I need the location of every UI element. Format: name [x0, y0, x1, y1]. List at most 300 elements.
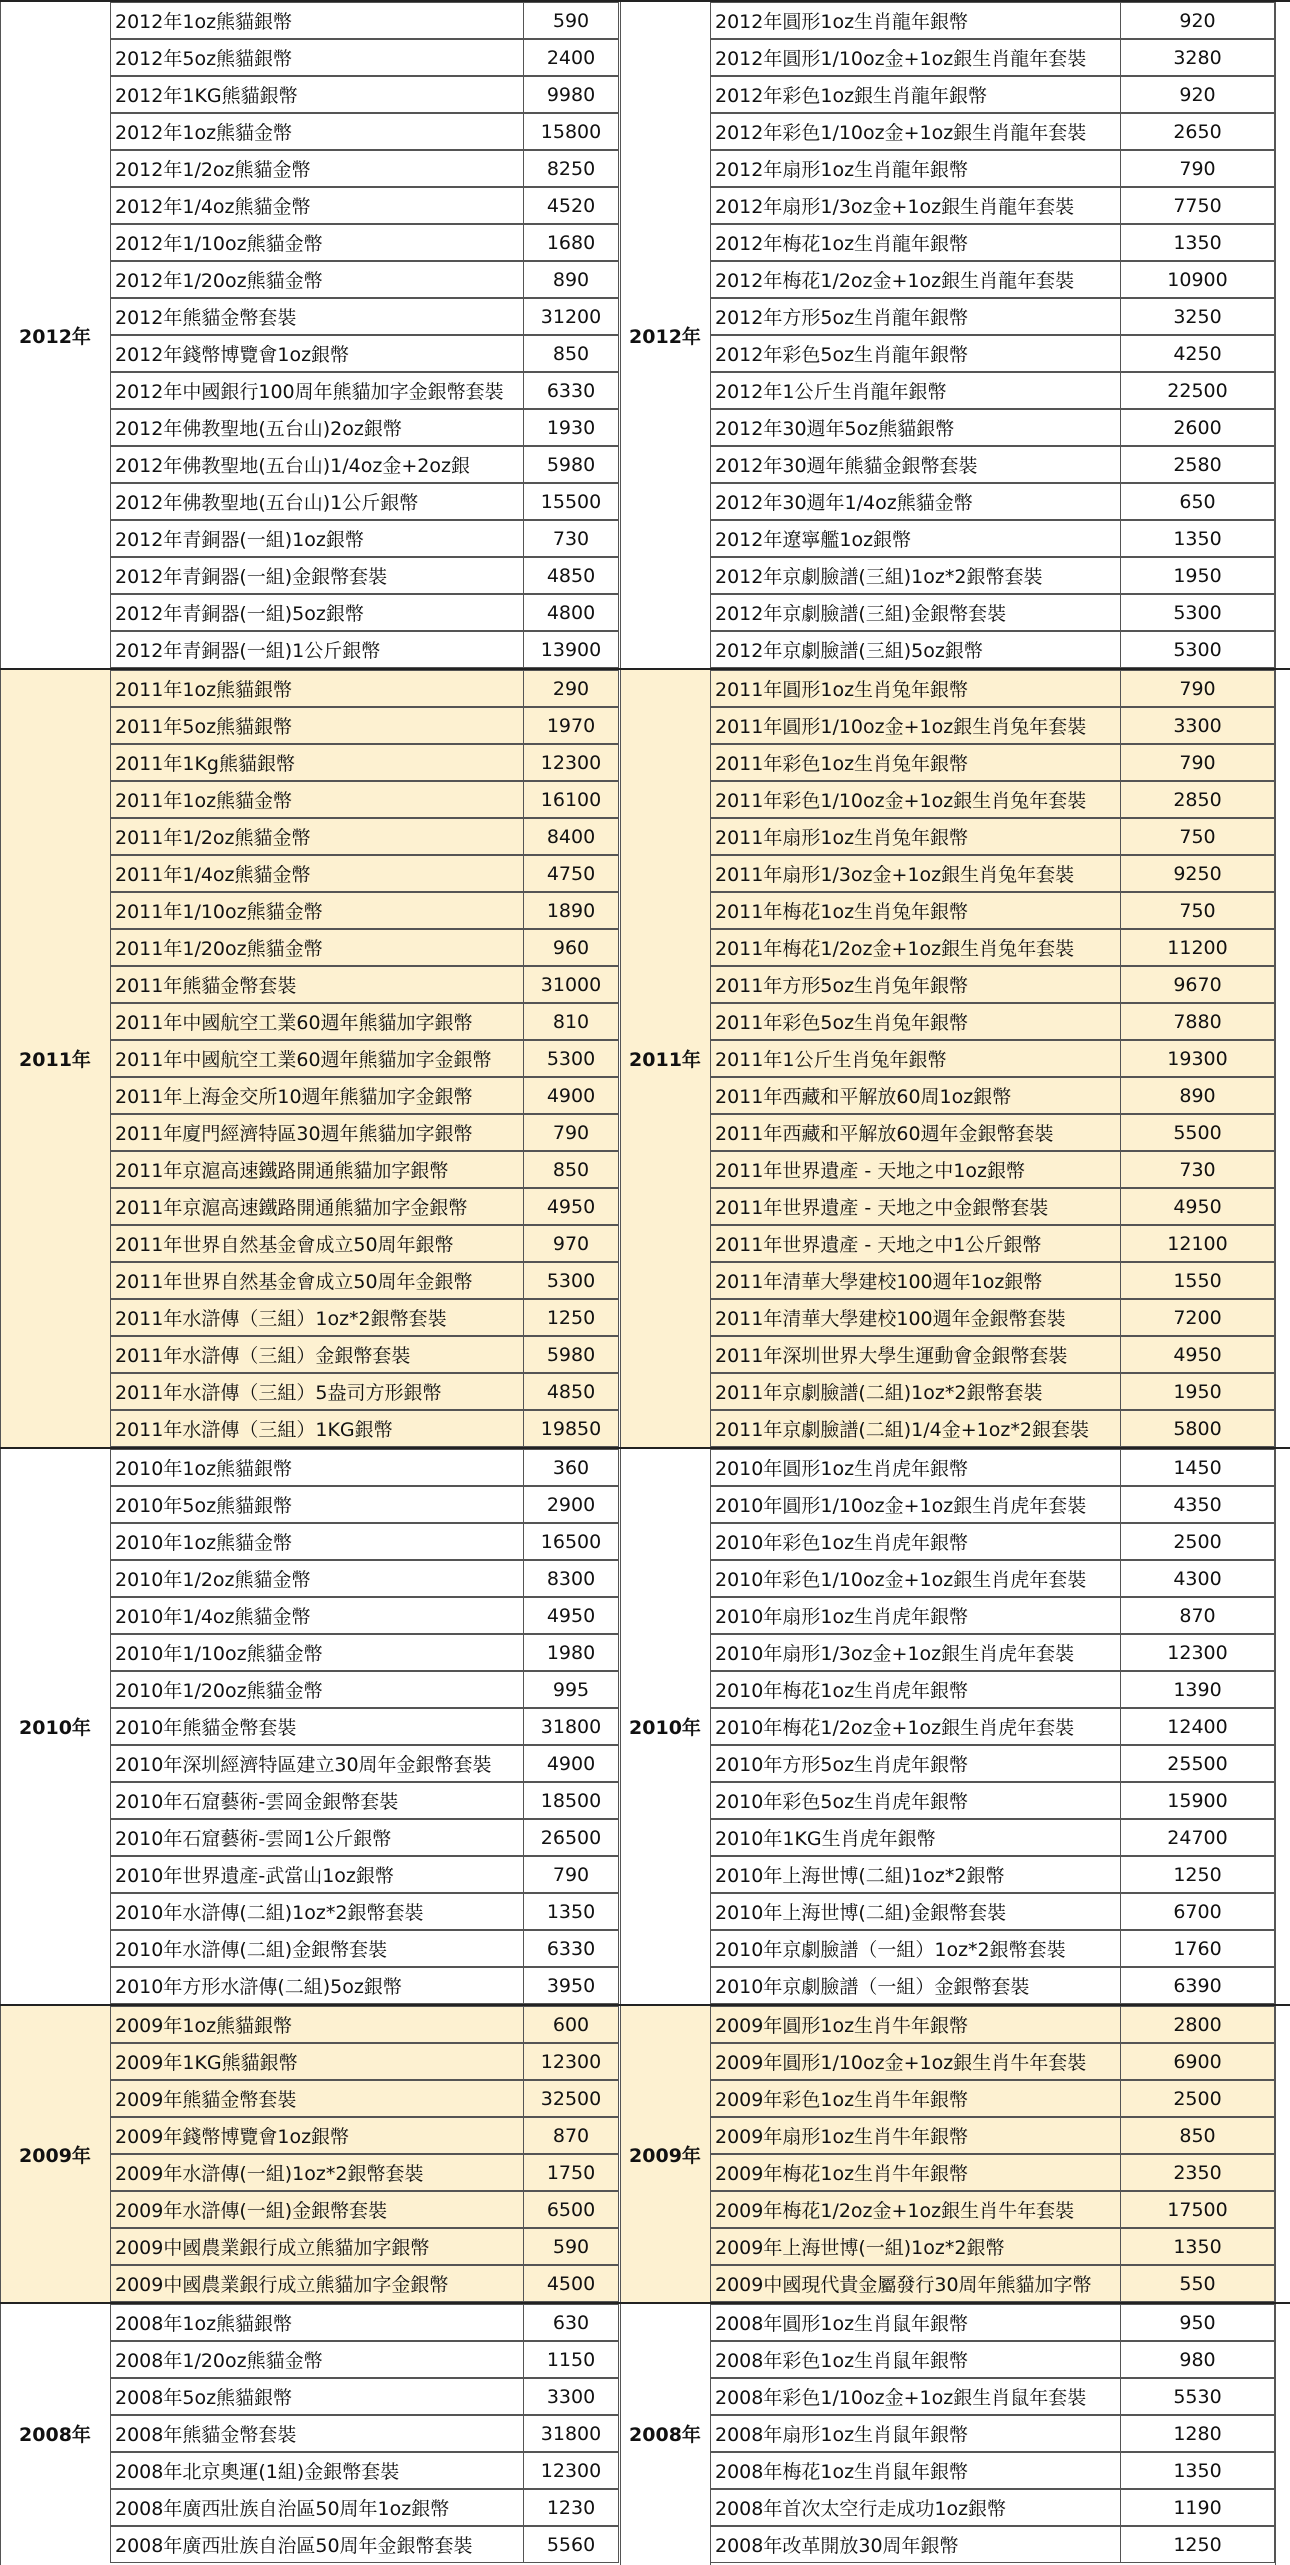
coin-price-right: 4950	[1120, 1188, 1275, 1225]
column-border	[1275, 670, 1276, 1449]
coin-price-left: 1750	[523, 2154, 619, 2191]
coin-price-right: 1190	[1120, 2489, 1275, 2526]
coin-name-right: 2012年圓形1/10oz金+1oz銀生肖龍年套裝	[710, 39, 1121, 76]
coin-price-right: 12300	[1120, 1634, 1275, 1671]
coin-price-right: 1250	[1120, 1856, 1275, 1893]
coin-name-left: 2008年熊貓金幣套裝	[110, 2415, 524, 2452]
coin-name-left: 2009中國農業銀行成立熊貓加字銀幣	[110, 2228, 524, 2265]
coin-price-right: 790	[1120, 150, 1275, 187]
coin-name-right: 2011年清華大學建校100週年1oz銀幣	[710, 1262, 1121, 1299]
coin-name-right: 2011年世界遺產 - 天地之中金銀幣套裝	[710, 1188, 1121, 1225]
coin-name-left: 2011年1oz熊貓金幣	[110, 781, 524, 818]
coin-price-left: 13900	[523, 631, 619, 668]
coin-name-right: 2012年京劇臉譜(三組)金銀幣套裝	[710, 594, 1121, 631]
coin-name-left: 2012年青銅器(一組)1公斤銀幣	[110, 631, 524, 668]
coin-price-right: 19300	[1120, 1040, 1275, 1077]
coin-price-left: 5300	[523, 1262, 619, 1299]
coin-name-left: 2012年熊貓金幣套裝	[110, 298, 524, 335]
coin-price-right: 17500	[1120, 2191, 1275, 2228]
coin-price-left: 12300	[523, 744, 619, 781]
column-border	[620, 670, 621, 1449]
coin-name-left: 2011年中國航空工業60週年熊貓加字金銀幣	[110, 1040, 524, 1077]
coin-name-left: 2011年1oz熊貓銀幣	[110, 670, 524, 707]
column-border	[1275, 1449, 1276, 2006]
coin-price-right: 4300	[1120, 1560, 1275, 1597]
coin-name-left: 2010年1/20oz熊貓金幣	[110, 1671, 524, 1708]
coin-name-left: 2010年1/4oz熊貓金幣	[110, 1597, 524, 1634]
coin-name-left: 2010年1/10oz熊貓金幣	[110, 1634, 524, 1671]
coin-name-right: 2009年圓形1/10oz金+1oz銀生肖牛年套裝	[710, 2043, 1121, 2080]
coin-price-right: 5300	[1120, 631, 1275, 668]
coin-price-right: 12100	[1120, 1225, 1275, 1262]
year-label-right: 2008年	[629, 2424, 701, 2446]
coin-price-left: 1250	[523, 1299, 619, 1336]
coin-price-left: 4900	[523, 1745, 619, 1782]
coin-price-left: 1890	[523, 892, 619, 929]
coin-price-left: 790	[523, 1114, 619, 1151]
coin-name-right: 2010年圓形1/10oz金+1oz銀生肖虎年套裝	[710, 1486, 1121, 1523]
coin-name-right: 2010年圓形1oz生肖虎年銀幣	[710, 1449, 1121, 1486]
coin-price-left: 16500	[523, 1523, 619, 1560]
coin-name-right: 2012年京劇臉譜(三組)1oz*2銀幣套裝	[710, 557, 1121, 594]
coin-name-left: 2008年1/20oz熊貓金幣	[110, 2341, 524, 2378]
coin-name-left: 2011年水滸傳（三組）1oz*2銀幣套裝	[110, 1299, 524, 1336]
coin-price-right: 890	[1120, 1077, 1275, 1114]
coin-name-left: 2011年京滬高速鐵路開通熊貓加字金銀幣	[110, 1188, 524, 1225]
coin-price-right: 24700	[1120, 1819, 1275, 1856]
coin-name-left: 2012年1/10oz熊貓金幣	[110, 224, 524, 261]
column-border	[620, 2304, 621, 2565]
coin-price-left: 1970	[523, 707, 619, 744]
coin-price-right: 15900	[1120, 1782, 1275, 1819]
coin-name-right: 2011年彩色1oz生肖兔年銀幣	[710, 744, 1121, 781]
coin-name-left: 2012年青銅器(一組)1oz銀幣	[110, 520, 524, 557]
coin-name-right: 2011年彩色5oz生肖兔年銀幣	[710, 1003, 1121, 1040]
coin-price-right: 12400	[1120, 1708, 1275, 1745]
year-group-2	[0, 1447, 1290, 2004]
coin-price-left: 2900	[523, 1486, 619, 1523]
coin-price-left: 730	[523, 520, 619, 557]
coin-name-left: 2012年錢幣博覽會1oz銀幣	[110, 335, 524, 372]
coin-name-left: 2011年1/10oz熊貓金幣	[110, 892, 524, 929]
coin-price-left: 15500	[523, 483, 619, 520]
coin-price-right: 920	[1120, 76, 1275, 113]
coin-name-left: 2010年水滸傳(二組)1oz*2銀幣套裝	[110, 1893, 524, 1930]
coin-price-right: 4250	[1120, 335, 1275, 372]
coin-price-right: 1250	[1120, 2526, 1275, 2563]
coin-price-right: 1950	[1120, 557, 1275, 594]
coin-name-right: 2012年圓形1oz生肖龍年銀幣	[710, 2, 1121, 39]
coin-name-right: 2010年彩色5oz生肖虎年銀幣	[710, 1782, 1121, 1819]
coin-name-left: 2009年錢幣博覽會1oz銀幣	[110, 2117, 524, 2154]
coin-price-right: 5800	[1120, 1410, 1275, 1447]
coin-name-left: 2011年5oz熊貓銀幣	[110, 707, 524, 744]
coin-price-left: 31000	[523, 966, 619, 1003]
coin-name-left: 2009年1oz熊貓銀幣	[110, 2006, 524, 2043]
coin-name-right: 2011年清華大學建校100週年金銀幣套裝	[710, 1299, 1121, 1336]
column-border	[710, 2304, 711, 2565]
coin-name-right: 2009年扇形1oz生肖牛年銀幣	[710, 2117, 1121, 2154]
coin-price-left: 5300	[523, 1040, 619, 1077]
coin-name-right: 2012年1公斤生肖龍年銀幣	[710, 372, 1121, 409]
year-label-left: 2011年	[0, 670, 110, 1447]
column-border	[620, 1449, 621, 2006]
coin-name-left: 2008年5oz熊貓銀幣	[110, 2378, 524, 2415]
coin-price-left: 5980	[523, 1336, 619, 1373]
coin-name-left: 2010年方形水滸傳(二組)5oz銀幣	[110, 1967, 524, 2004]
year-label-left: 2009年	[0, 2006, 110, 2302]
coin-price-left: 31800	[523, 1708, 619, 1745]
coin-name-right: 2011年扇形1/3oz金+1oz銀生肖兔年套裝	[710, 855, 1121, 892]
coin-price-right: 750	[1120, 892, 1275, 929]
coin-price-left: 5980	[523, 446, 619, 483]
coin-name-right: 2011年西藏和平解放60周1oz銀幣	[710, 1077, 1121, 1114]
coin-name-right: 2010年1KG生肖虎年銀幣	[710, 1819, 1121, 1856]
coin-price-left: 4950	[523, 1597, 619, 1634]
coin-price-left: 1930	[523, 409, 619, 446]
coin-price-left: 870	[523, 2117, 619, 2154]
coin-price-right: 6700	[1120, 1893, 1275, 1930]
column-border	[620, 2, 621, 670]
coin-price-left: 18500	[523, 1782, 619, 1819]
coin-price-right: 5300	[1120, 594, 1275, 631]
column-border	[0, 1449, 1, 2006]
year-label-left: 2010年	[19, 1717, 91, 1739]
coin-price-left: 32500	[523, 2080, 619, 2117]
coin-name-right: 2011年梅花1/2oz金+1oz銀生肖兔年套裝	[710, 929, 1121, 966]
coin-name-left: 2011年世界自然基金會成立50周年銀幣	[110, 1225, 524, 1262]
column-border	[0, 2006, 1, 2304]
coin-name-left: 2011年1/4oz熊貓金幣	[110, 855, 524, 892]
coin-name-right: 2010年京劇臉譜（一組）1oz*2銀幣套裝	[710, 1930, 1121, 1967]
coin-price-right: 1280	[1120, 2415, 1275, 2452]
year-label-left: 2012年	[19, 325, 91, 348]
year-label-right: 2010年	[629, 1717, 701, 1739]
column-border	[710, 2, 711, 670]
coin-price-left: 1350	[523, 1893, 619, 1930]
coin-price-right: 1450	[1120, 1449, 1275, 1486]
coin-price-right: 3250	[1120, 298, 1275, 335]
coin-price-left: 4750	[523, 855, 619, 892]
coin-price-right: 550	[1120, 2265, 1275, 2302]
coin-name-left: 2010年深圳經濟特區建立30周年金銀幣套裝	[110, 1745, 524, 1782]
coin-price-right: 9670	[1120, 966, 1275, 1003]
coin-price-left: 31800	[523, 2415, 619, 2452]
coin-name-right: 2011年圓形1oz生肖兔年銀幣	[710, 670, 1121, 707]
coin-price-right: 7750	[1120, 187, 1275, 224]
coin-price-right: 5500	[1120, 1114, 1275, 1151]
coin-price-left: 1980	[523, 1634, 619, 1671]
coin-price-left: 2400	[523, 39, 619, 76]
coin-price-left: 12300	[523, 2043, 619, 2080]
column-border	[0, 2304, 1, 2565]
coin-price-left: 4950	[523, 1188, 619, 1225]
coin-price-right: 2580	[1120, 446, 1275, 483]
coin-price-left: 790	[523, 1856, 619, 1893]
coin-name-right: 2008年梅花1oz生肖鼠年銀幣	[710, 2452, 1121, 2489]
coin-name-right: 2012年30週年熊貓金銀幣套裝	[710, 446, 1121, 483]
coin-name-left: 2012年1/4oz熊貓金幣	[110, 187, 524, 224]
coin-price-right: 2500	[1120, 1523, 1275, 1560]
coin-name-left: 2011年水滸傳（三組）金銀幣套裝	[110, 1336, 524, 1373]
coin-price-left: 890	[523, 261, 619, 298]
coin-name-left: 2012年青銅器(一組)5oz銀幣	[110, 594, 524, 631]
coin-name-right: 2012年遼寧艦1oz銀幣	[710, 520, 1121, 557]
coin-price-left: 810	[523, 1003, 619, 1040]
coin-price-left: 8400	[523, 818, 619, 855]
coin-name-right: 2012年梅花1/2oz金+1oz銀生肖龍年套裝	[710, 261, 1121, 298]
coin-name-left: 2010年熊貓金幣套裝	[110, 1708, 524, 1745]
coin-price-left: 590	[523, 2, 619, 39]
coin-name-right: 2012年扇形1/3oz金+1oz銀生肖龍年套裝	[710, 187, 1121, 224]
coin-name-right: 2012年彩色1oz銀生肖龍年銀幣	[710, 76, 1121, 113]
coin-price-left: 1230	[523, 2489, 619, 2526]
coin-name-right: 2010年彩色1/10oz金+1oz銀生肖虎年套裝	[710, 1560, 1121, 1597]
coin-name-left: 2011年1/2oz熊貓金幣	[110, 818, 524, 855]
coin-price-left: 1150	[523, 2341, 619, 2378]
column-border	[710, 670, 711, 1449]
coin-name-right: 2010年上海世博(二組)金銀幣套裝	[710, 1893, 1121, 1930]
coin-price-right: 25500	[1120, 1745, 1275, 1782]
coin-name-left: 2012年青銅器(一組)金銀幣套裝	[110, 557, 524, 594]
coin-price-left: 4520	[523, 187, 619, 224]
coin-price-left: 850	[523, 1151, 619, 1188]
coin-name-left: 2011年上海金交所10週年熊貓加字金銀幣	[110, 1077, 524, 1114]
coin-name-left: 2012年1/2oz熊貓金幣	[110, 150, 524, 187]
coin-name-left: 2011年世界自然基金會成立50周年金銀幣	[110, 1262, 524, 1299]
coin-name-right: 2008年改革開放30周年銀幣	[710, 2526, 1121, 2563]
coin-price-right: 920	[1120, 2, 1275, 39]
coin-price-right: 2850	[1120, 781, 1275, 818]
coin-name-right: 2012年30週年5oz熊貓銀幣	[710, 409, 1121, 446]
column-border	[620, 2006, 621, 2304]
coin-name-left: 2011年京滬高速鐵路開通熊貓加字銀幣	[110, 1151, 524, 1188]
coin-price-left: 4800	[523, 594, 619, 631]
coin-price-left: 6500	[523, 2191, 619, 2228]
coin-name-right: 2010年彩色1oz生肖虎年銀幣	[710, 1523, 1121, 1560]
coin-price-left: 4850	[523, 1373, 619, 1410]
year-label-right: 2012年	[629, 325, 701, 348]
coin-name-right: 2008年首次太空行走成功1oz銀幣	[710, 2489, 1121, 2526]
coin-name-left: 2012年佛教聖地(五台山)1/4oz金+2oz銀	[110, 446, 524, 483]
coin-price-right: 4950	[1120, 1336, 1275, 1373]
coin-name-left: 2008年北京奧運(1組)金銀幣套裝	[110, 2452, 524, 2489]
coin-price-left: 15800	[523, 113, 619, 150]
coin-price-left: 8250	[523, 150, 619, 187]
coin-price-left: 9980	[523, 76, 619, 113]
coin-name-left: 2011年水滸傳（三組）1KG銀幣	[110, 1410, 524, 1447]
coin-price-left: 4900	[523, 1077, 619, 1114]
coin-price-left: 630	[523, 2304, 619, 2341]
coin-name-right: 2011年彩色1/10oz金+1oz銀生肖兔年套裝	[710, 781, 1121, 818]
coin-name-right: 2010年方形5oz生肖虎年銀幣	[710, 1745, 1121, 1782]
coin-price-right: 1350	[1120, 2452, 1275, 2489]
coin-name-right: 2010年扇形1/3oz金+1oz銀生肖虎年套裝	[710, 1634, 1121, 1671]
coin-name-left: 2010年5oz熊貓銀幣	[110, 1486, 524, 1523]
coin-name-left: 2009年水滸傳(一組)1oz*2銀幣套裝	[110, 2154, 524, 2191]
coin-price-right: 1350	[1120, 2228, 1275, 2265]
coin-price-right: 650	[1120, 483, 1275, 520]
coin-name-right: 2010年梅花1/2oz金+1oz銀生肖虎年套裝	[710, 1708, 1121, 1745]
coin-name-right: 2009年梅花1oz生肖牛年銀幣	[710, 2154, 1121, 2191]
coin-price-right: 7880	[1120, 1003, 1275, 1040]
coin-price-right: 9250	[1120, 855, 1275, 892]
coin-price-right: 850	[1120, 2117, 1275, 2154]
coin-price-right: 980	[1120, 2341, 1275, 2378]
column-border	[710, 2006, 711, 2304]
year-group-0	[0, 0, 1290, 668]
coin-name-left: 2009年1KG熊貓銀幣	[110, 2043, 524, 2080]
coin-name-left: 2012年1/20oz熊貓金幣	[110, 261, 524, 298]
coin-name-left: 2010年水滸傳(二組)金銀幣套裝	[110, 1930, 524, 1967]
coin-price-left: 19850	[523, 1410, 619, 1447]
coin-price-left: 960	[523, 929, 619, 966]
coin-price-right: 2500	[1120, 2080, 1275, 2117]
year-label-right: 2009年	[620, 2006, 710, 2302]
coin-name-left: 2010年世界遺產-武當山1oz銀幣	[110, 1856, 524, 1893]
coin-name-left: 2012年1KG熊貓銀幣	[110, 76, 524, 113]
coin-price-left: 4850	[523, 557, 619, 594]
coin-name-right: 2009年梅花1/2oz金+1oz銀生肖牛年套裝	[710, 2191, 1121, 2228]
coin-price-right: 3300	[1120, 707, 1275, 744]
coin-price-right: 790	[1120, 744, 1275, 781]
coin-name-right: 2011年1公斤生肖兔年銀幣	[710, 1040, 1121, 1077]
year-group-3	[0, 2004, 1290, 2302]
coin-name-left: 2012年中國銀行100周年熊貓加字金銀幣套裝	[110, 372, 524, 409]
coin-price-left: 995	[523, 1671, 619, 1708]
coin-name-right: 2012年方形5oz生肖龍年銀幣	[710, 298, 1121, 335]
coin-price-right: 750	[1120, 818, 1275, 855]
coin-price-right: 790	[1120, 670, 1275, 707]
coin-name-left: 2010年石窟藝術-雲岡1公斤銀幣	[110, 1819, 524, 1856]
coin-price-left: 850	[523, 335, 619, 372]
coin-price-right: 1950	[1120, 1373, 1275, 1410]
coin-name-right: 2008年圓形1oz生肖鼠年銀幣	[710, 2304, 1121, 2341]
coin-price-right: 4350	[1120, 1486, 1275, 1523]
year-group-1	[0, 668, 1290, 1447]
coin-name-right: 2011年世界遺產 - 天地之中1公斤銀幣	[710, 1225, 1121, 1262]
coin-price-right: 870	[1120, 1597, 1275, 1634]
coin-price-left: 3950	[523, 1967, 619, 2004]
coin-name-right: 2012年梅花1oz生肖龍年銀幣	[710, 224, 1121, 261]
coin-name-right: 2011年梅花1oz生肖兔年銀幣	[710, 892, 1121, 929]
coin-name-right: 2010年京劇臉譜（一組）金銀幣套裝	[710, 1967, 1121, 2004]
coin-price-left: 12300	[523, 2452, 619, 2489]
column-border	[0, 670, 1, 1449]
coin-price-right: 6900	[1120, 2043, 1275, 2080]
coin-name-right: 2008年彩色1oz生肖鼠年銀幣	[710, 2341, 1121, 2378]
coin-price-right: 1350	[1120, 224, 1275, 261]
coin-price-right: 22500	[1120, 372, 1275, 409]
coin-price-right: 2600	[1120, 409, 1275, 446]
coin-name-left: 2009中國農業銀行成立熊貓加字金銀幣	[110, 2265, 524, 2302]
coin-name-left: 2011年熊貓金幣套裝	[110, 966, 524, 1003]
coin-price-left: 590	[523, 2228, 619, 2265]
coin-name-left: 2009年熊貓金幣套裝	[110, 2080, 524, 2117]
coin-price-right: 1350	[1120, 520, 1275, 557]
year-group-4	[0, 2302, 1290, 2563]
coin-name-right: 2009年彩色1oz生肖牛年銀幣	[710, 2080, 1121, 2117]
coin-name-right: 2011年扇形1oz生肖兔年銀幣	[710, 818, 1121, 855]
coin-price-right: 7200	[1120, 1299, 1275, 1336]
column-border	[1275, 2006, 1276, 2304]
coin-name-right: 2012年彩色1/10oz金+1oz銀生肖龍年套裝	[710, 113, 1121, 150]
coin-price-right: 6390	[1120, 1967, 1275, 2004]
coin-name-right: 2012年彩色5oz生肖龍年銀幣	[710, 335, 1121, 372]
coin-name-left: 2011年1Kg熊貓銀幣	[110, 744, 524, 781]
coin-price-right: 2800	[1120, 2006, 1275, 2043]
coin-name-right: 2011年西藏和平解放60週年金銀幣套裝	[710, 1114, 1121, 1151]
coin-name-left: 2012年佛教聖地(五台山)2oz銀幣	[110, 409, 524, 446]
coin-name-right: 2011年方形5oz生肖兔年銀幣	[710, 966, 1121, 1003]
coin-price-left: 290	[523, 670, 619, 707]
coin-name-left: 2012年1oz熊貓銀幣	[110, 2, 524, 39]
coin-price-right: 2650	[1120, 113, 1275, 150]
coin-name-left: 2008年1oz熊貓銀幣	[110, 2304, 524, 2341]
column-border	[0, 2, 1, 670]
coin-name-right: 2009年上海世博(一組)1oz*2銀幣	[710, 2228, 1121, 2265]
column-border	[710, 1449, 711, 2006]
coin-name-left: 2008年廣西壯族自治區50周年金銀幣套裝	[110, 2526, 524, 2563]
coin-name-left: 2012年佛教聖地(五台山)1公斤銀幣	[110, 483, 524, 520]
coin-name-left: 2011年廈門經濟特區30週年熊貓加字銀幣	[110, 1114, 524, 1151]
coin-name-left: 2012年5oz熊貓銀幣	[110, 39, 524, 76]
coin-name-right: 2009年圓形1oz生肖牛年銀幣	[710, 2006, 1121, 2043]
coin-price-left: 26500	[523, 1819, 619, 1856]
coin-name-right: 2010年梅花1oz生肖虎年銀幣	[710, 1671, 1121, 1708]
coin-price-left: 3300	[523, 2378, 619, 2415]
coin-name-right: 2012年30週年1/4oz熊貓金幣	[710, 483, 1121, 520]
coin-price-left: 8300	[523, 1560, 619, 1597]
coin-price-right: 950	[1120, 2304, 1275, 2341]
coin-price-left: 31200	[523, 298, 619, 335]
coin-price-right: 5530	[1120, 2378, 1275, 2415]
coin-price-right: 730	[1120, 1151, 1275, 1188]
coin-name-left: 2011年中國航空工業60週年熊貓加字銀幣	[110, 1003, 524, 1040]
coin-name-right: 2010年上海世博(二組)1oz*2銀幣	[710, 1856, 1121, 1893]
coin-name-right: 2010年扇形1oz生肖虎年銀幣	[710, 1597, 1121, 1634]
coin-price-left: 970	[523, 1225, 619, 1262]
coin-name-left: 2010年1/2oz熊貓金幣	[110, 1560, 524, 1597]
column-border	[1275, 2, 1276, 670]
coin-name-left: 2009年水滸傳(一組)金銀幣套裝	[110, 2191, 524, 2228]
coin-name-left: 2010年1oz熊貓金幣	[110, 1523, 524, 1560]
column-border	[1275, 2304, 1276, 2565]
coin-name-right: 2011年京劇臉譜(二組)1oz*2銀幣套裝	[710, 1373, 1121, 1410]
coin-name-right: 2011年世界遺產 - 天地之中1oz銀幣	[710, 1151, 1121, 1188]
coin-price-left: 6330	[523, 1930, 619, 1967]
coin-name-right: 2008年彩色1/10oz金+1oz銀生肖鼠年套裝	[710, 2378, 1121, 2415]
coin-name-left: 2011年1/20oz熊貓金幣	[110, 929, 524, 966]
coin-price-left: 6330	[523, 372, 619, 409]
coin-price-right: 1760	[1120, 1930, 1275, 1967]
coin-name-left: 2010年1oz熊貓銀幣	[110, 1449, 524, 1486]
coin-price-right: 1550	[1120, 1262, 1275, 1299]
coin-price-left: 360	[523, 1449, 619, 1486]
coin-price-right: 2350	[1120, 2154, 1275, 2191]
coin-name-left: 2008年廣西壯族自治區50周年1oz銀幣	[110, 2489, 524, 2526]
coin-price-right: 10900	[1120, 261, 1275, 298]
coin-name-left: 2011年水滸傳（三組）5盎司方形銀幣	[110, 1373, 524, 1410]
year-label-left: 2008年	[19, 2424, 91, 2446]
coin-name-right: 2011年深圳世界大學生運動會金銀幣套裝	[710, 1336, 1121, 1373]
coin-price-left: 4500	[523, 2265, 619, 2302]
coin-name-right: 2011年圓形1/10oz金+1oz銀生肖兔年套裝	[710, 707, 1121, 744]
coin-price-left: 16100	[523, 781, 619, 818]
coin-name-right: 2012年扇形1oz生肖龍年銀幣	[710, 150, 1121, 187]
coin-name-right: 2009中國現代貴金屬發行30周年熊貓加字幣	[710, 2265, 1121, 2302]
year-label-right: 2011年	[620, 670, 710, 1447]
